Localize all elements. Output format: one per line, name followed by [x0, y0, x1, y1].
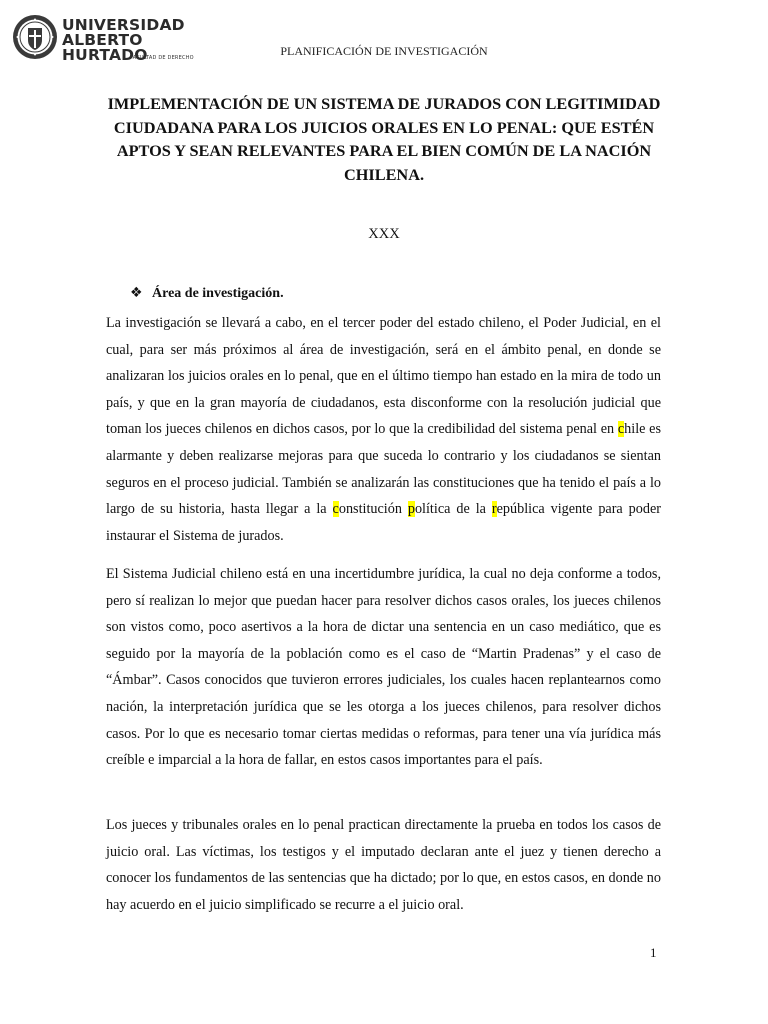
paragraph-1-text: La investigación se llevará a cabo, en el tercer poder del estado chileno, el Poder Judicial, en el cual, para ser más próximos al área de investigación, será en el ámbito penal, en donde se analizaran los juicios orales en lo penal, que en el último tiempo han estado en la mira de todo un país, y que en la gran mayoría de ciudadanos, esta disconforme con la resolución judicial que toman los jueces chilenos en dichos casos, por lo que la credibilidad del sistema penal en: [106, 315, 661, 438]
university-logo: [12, 14, 212, 64]
paragraph-1-text: hile es alarmante y deben realizarse mejoras para que suceda lo contrario y los ciudadanos se sientan seguros en el proceso judicial. También se analizarán las constituciones que ha tenido el país a lo largo de su historia, hasta llegar a la: [106, 421, 661, 518]
section-heading-label: Área de investigación.: [152, 286, 284, 301]
paragraph-1-text: olítica de la: [414, 501, 492, 518]
highlighted-letter: c: [617, 421, 625, 438]
logo-subtitle: FACULTAD DE DERECHO: [130, 55, 194, 61]
document-title: IMPLEMENTACIÓN DE UN SISTEMA DE JURADOS CON LEGITIMIDAD CIUDADANA PARA LOS JUICIOS ORALES EN LO PENAL: QUE ESTÉN APTOS Y SEAN RELEVANTES PARA EL BIEN COMÚN DE LA NACIÓN CHILENA.: [107, 94, 661, 184]
highlighted-letter: p: [407, 501, 415, 518]
page-header: [0, 0, 768, 80]
paragraph-2: El Sistema Judicial chileno está en una incertidumbre jurídica, la cual no deja conforme a todos, pero sí realizan lo mejor que puedan hacer para resolver dichos casos orales, los jueces chilenos son vistos como, poco asertivos a la hora de dictar una sentencia en un caso mediático, que es seguido por la mayoría de la población como es el caso de “Martin Pradenas” y el caso de “Ámbar”. Casos conocidos que tuvieron errores judiciales, los cuales hacen replantearnos como nación, la interpretación jurídica que se les otorga a los jueces chilenos, para resolver dichos casos. Por lo que es necesario tomar ciertas medidas o reformas, para tener una vía jurídica más creíble e imparcial a la hora de fallar, en estos casos importantes para el país.: [106, 566, 661, 769]
running-head: PLANIFICACIÓN DE INVESTIGACIÓN: [280, 44, 488, 58]
highlighted-letter: c: [332, 501, 339, 518]
logo-line-2: ALBERTO HURTADO: [62, 31, 148, 64]
paragraph-3: Los jueces y tribunales orales en lo penal practican directamente la prueba en todos los casos de juicio oral. Las víctimas, los testigos y el imputado declaran ante el juez y tienen derecho a conocer los fundamentos de las sentencias que ha dictado; por lo que, en estos casos, en donde no hay acuerdo en el juicio simplificado se recurre a el juicio oral.: [106, 817, 661, 913]
author-name: XXX: [368, 226, 400, 242]
logo-line-1: UNIVERSIDAD: [62, 16, 185, 34]
section-heading: [130, 285, 284, 302]
paragraph-1-text: epública vigente para poder instaurar el Sistema de jurados.: [106, 501, 661, 544]
page-number: 1: [650, 945, 657, 960]
highlighted-letter: r: [491, 501, 497, 518]
paragraph-1: [106, 310, 661, 549]
paragraph-1-text: onstitución: [338, 501, 408, 518]
diamond-bullet-icon: ❖: [130, 285, 143, 301]
university-seal-icon: [12, 14, 58, 60]
